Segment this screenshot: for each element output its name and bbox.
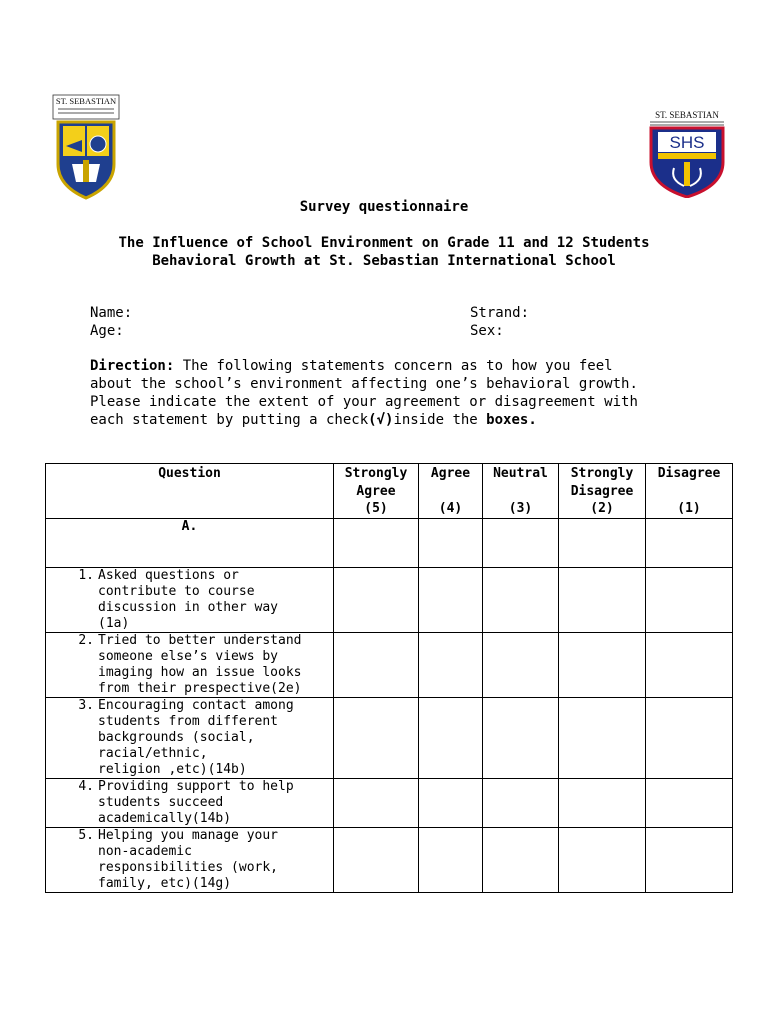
check-box[interactable]: [483, 778, 559, 827]
check-box[interactable]: [483, 697, 559, 778]
check-box[interactable]: [334, 778, 419, 827]
check-box[interactable]: [419, 518, 483, 567]
table-row: [46, 827, 733, 892]
survey-heading: Survey questionnaire: [299, 199, 469, 215]
header-neutral: Neutral (3): [483, 464, 559, 519]
check-box[interactable]: [559, 778, 646, 827]
check-box[interactable]: [334, 827, 419, 892]
header-strongly-agree: Strongly Agree (5): [334, 464, 419, 519]
check-box[interactable]: [483, 518, 559, 567]
check-box[interactable]: [419, 567, 483, 632]
check-box[interactable]: [646, 632, 733, 697]
crest-left-name: ST. SEBASTIAN: [55, 96, 117, 106]
check-box[interactable]: [559, 567, 646, 632]
check-box[interactable]: [419, 778, 483, 827]
sex-field-label: Sex:: [470, 323, 504, 339]
check-box[interactable]: [559, 697, 646, 778]
question-cell: 2. Tried to better understand someone else’s views by imaging how an issue looks from their prespective(2e): [46, 632, 334, 697]
question-cell: 5. Helping you manage your non-academic responsibilities (work, family, etc)(14g): [46, 827, 334, 892]
name-field-label: Name:: [90, 305, 133, 321]
check-box[interactable]: [334, 518, 419, 567]
age-field-label: Age:: [90, 323, 124, 339]
check-box[interactable]: [483, 567, 559, 632]
survey-title-line1: The Influence of School Environment on Grade 11 and 12 Students: [118, 235, 650, 251]
direction-text: The following statements concern as to how you feel about the school’s environment affecting one’s behavioral growth. Please indicate the extent of your agreement or disagreement with each statement by putting a check: [90, 358, 638, 428]
survey-table: [45, 463, 733, 893]
shs-emblem-text: SHS: [669, 133, 705, 152]
section-label: A.: [46, 518, 334, 567]
crest-right-name: ST. SEBASTIAN: [655, 110, 719, 120]
direction-text-2: inside the: [393, 412, 487, 428]
check-box[interactable]: [646, 827, 733, 892]
question-cell: 1. Asked questions or contribute to course discussion in other way (1a): [46, 567, 334, 632]
direction-paragraph: [90, 357, 690, 429]
school-crest-right: [646, 110, 728, 198]
table-header-row: [46, 464, 733, 519]
school-crest-icon: [52, 94, 120, 202]
boxes-word: boxes.: [486, 412, 537, 428]
header-disagree: Disagree (1): [646, 464, 733, 519]
check-box[interactable]: [646, 778, 733, 827]
survey-title: [0, 234, 768, 270]
direction-label: Direction:: [90, 358, 175, 374]
survey-title-line2: Behavioral Growth at St. Sebastian International School: [152, 253, 616, 269]
check-symbol: (√): [368, 412, 394, 428]
check-box[interactable]: [419, 697, 483, 778]
school-crest-left: [52, 94, 120, 202]
check-box[interactable]: [419, 632, 483, 697]
check-box[interactable]: [483, 632, 559, 697]
header-strongly-disagree: Strongly Disagree (2): [559, 464, 646, 519]
check-box[interactable]: [334, 632, 419, 697]
check-box[interactable]: [419, 827, 483, 892]
table-row: [46, 778, 733, 827]
strand-field-label: Strand:: [470, 305, 530, 321]
header-question: Question: [46, 464, 334, 519]
table-row: [46, 697, 733, 778]
check-box[interactable]: [559, 632, 646, 697]
check-box[interactable]: [334, 567, 419, 632]
question-cell: 3. Encouraging contact among students from different backgrounds (social, racial/ethnic, religion ,etc)(14b): [46, 697, 334, 778]
question-cell: 4. Providing support to help students succeed academically(14b): [46, 778, 334, 827]
section-row: [46, 518, 733, 567]
header-agree: Agree (4): [419, 464, 483, 519]
check-box[interactable]: [559, 827, 646, 892]
check-box[interactable]: [646, 697, 733, 778]
check-box[interactable]: [646, 567, 733, 632]
shs-crest-icon: [646, 110, 728, 198]
table-row: [46, 632, 733, 697]
check-box[interactable]: [646, 518, 733, 567]
check-box[interactable]: [334, 697, 419, 778]
table-row: [46, 567, 733, 632]
check-box[interactable]: [559, 518, 646, 567]
check-box[interactable]: [483, 827, 559, 892]
